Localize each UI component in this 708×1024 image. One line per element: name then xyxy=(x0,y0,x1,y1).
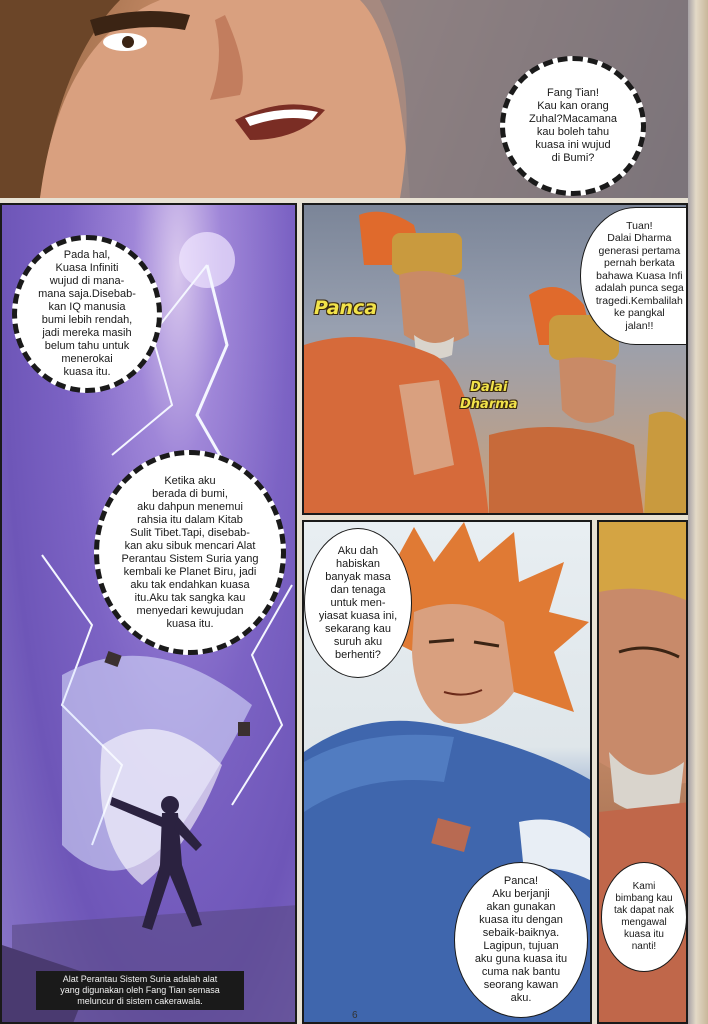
panel-elder xyxy=(597,520,688,1024)
page-spine xyxy=(688,0,708,1024)
name-tag-panca: Panca xyxy=(314,297,378,319)
speech-bubble-hero-1: Aku dah habiskan banyak masa dan tenaga untuk men- yiasat kuasa ini, sekarang kau suruh aku berhenti? xyxy=(304,528,412,678)
speech-bubble-elder: Kami bimbang kau tak dapat nak mengawal kuasa itu nanti! xyxy=(601,862,687,972)
name-tag-dalai-dharma: Dalai Dharma xyxy=(460,380,518,412)
panel-monks xyxy=(302,203,688,515)
panel-face-closeup xyxy=(0,0,690,198)
speech-bubble-purple-2: Ketika aku berada di bumi, aku dahpun menemui rahsia itu dalam Kitab Sulit Tibet.Tapi, disebab- kan aku sibuk mencari Alat Perantau Sistem Suria yang kembali ke Planet Biru, jadi aku tak endahkan kuasa itu.Aku tak sangka kau menyedari kewujudan kuasa itu. xyxy=(94,450,286,655)
speech-bubble-purple-1: Pada hal, Kuasa Infiniti wujud di mana- mana saja.Disebab- kan IQ manusia bumi lebih rendah, jadi mereka masih belum tahu untuk menerokai kuasa itu. xyxy=(12,235,162,393)
caption-box: Alat Perantau Sistem Suria adalah alat yang digunakan oleh Fang Tian semasa meluncur di sistem cakerawala. xyxy=(36,971,244,1010)
page-number: 6 xyxy=(352,1010,358,1021)
panel-hero xyxy=(302,520,592,1024)
speech-bubble-top: Fang Tian! Kau kan orang Zuhal?Macamana kau boleh tahu kuasa ini wujud di Bumi? xyxy=(500,56,646,196)
speech-bubble-hero-2: Panca! Aku berjanji akan gunakan kuasa itu dengan sebaik-baiknya. Lagipun, tujuan aku guna kuasa itu cuma nak bantu seorang kawan aku. xyxy=(454,862,588,1018)
panel-lightning xyxy=(0,203,297,1024)
speech-bubble-monks: Tuan! Dalai Dharma generasi pertama pernah berkata bahawa Kuasa Infi adalah punca sega tragedi.Kembalilah ke pangkal jalan!! xyxy=(580,207,688,345)
